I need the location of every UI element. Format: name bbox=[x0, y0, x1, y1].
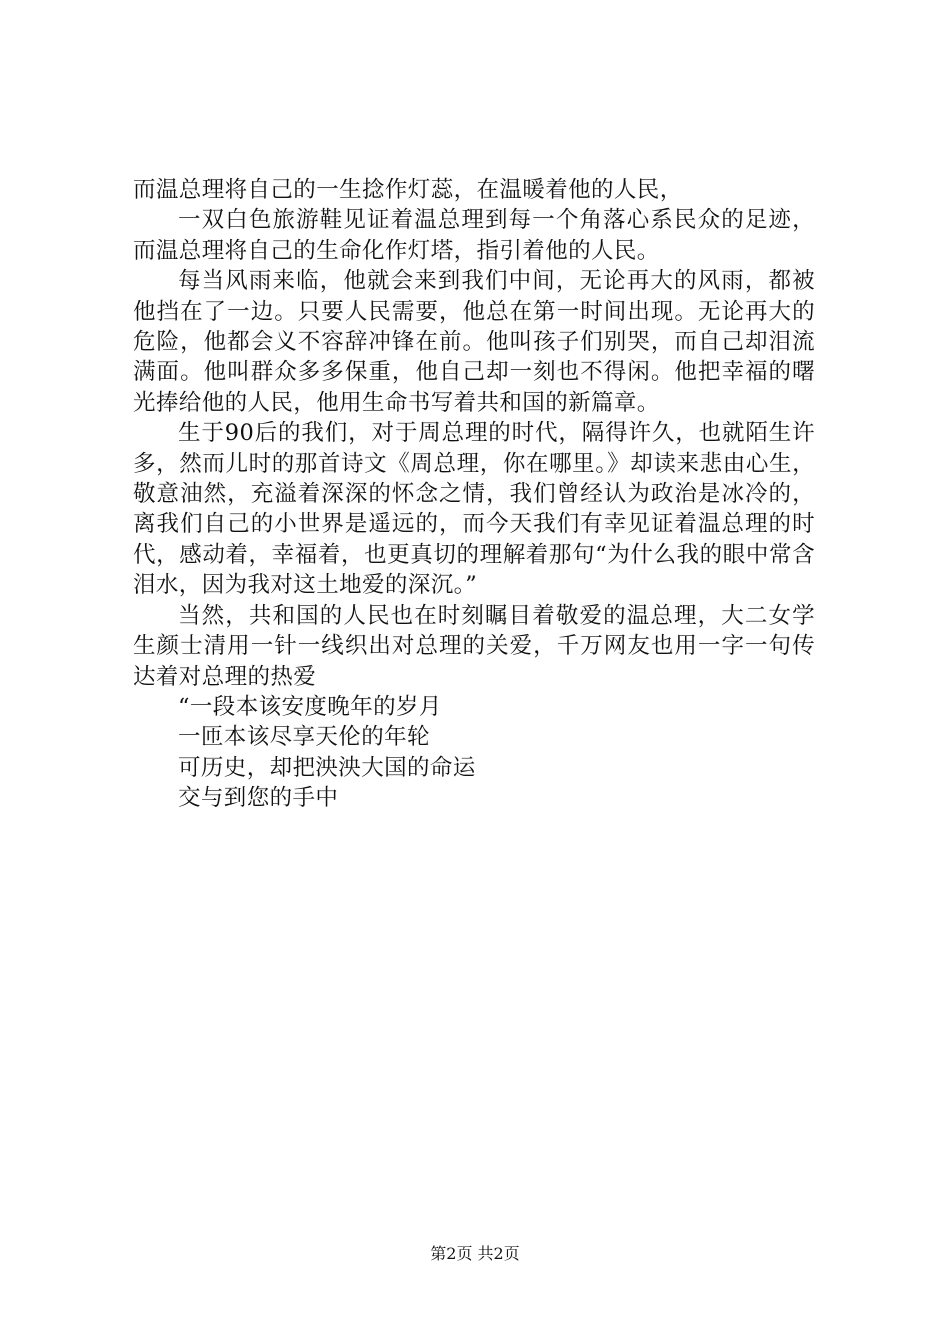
page-footer bbox=[0, 1243, 950, 1265]
document-body bbox=[133, 175, 815, 814]
verse-line: 交与到您的手中 bbox=[178, 785, 339, 812]
page-number: 第2页 共2页 bbox=[430, 1244, 520, 1263]
paragraph: 一双白色旅游鞋见证着温总理到每一个角落心系民众的足迹，而温总理将自己的生命化作灯塔，指引着他的人民。 bbox=[133, 207, 815, 264]
paragraph: 每当风雨来临，他就会来到我们中间，无论再大的风雨，都被他挡在了一边。只要人民需要，他总在第一时间出现。无论再大的危险，他都会义不容辞冲锋在前。他叫孩子们别哭，而自己却泪流满面。他叫群众多多保重，他自己却一刻也不得闲。他把幸福的曙光捧给他的人民，他用生命书写着共和国的新篇章。 bbox=[133, 268, 815, 416]
verse-line: “一段本该安度晚年的岁月 bbox=[178, 693, 442, 720]
paragraph: 当然，共和国的人民也在时刻瞩目着敬爱的温总理，大二女学生颜士清用一针一线织出对总理的关爱，千万网友也用一字一句传达着对总理的热爱 bbox=[133, 602, 815, 690]
paragraph: 生于90后的我们，对于周总理的时代，隔得许久，也就陌生许多，然而儿时的那首诗文《周总理，你在哪里。》却读来悲由心生，敬意油然，充溢着深深的怀念之情，我们曾经认为政治是冰冷的，离我们自己的小世界是遥远的，而今天我们有幸见证着温总理的时代，感动着，幸福着，也更真切的理解着那句“为什么我的眼中常含泪水，因为我对这土地爱的深沉。” bbox=[133, 420, 815, 599]
verse-line: 可历史，却把泱泱大国的命运 bbox=[178, 754, 476, 781]
verse-line: 一匝本该尽享天伦的年轮 bbox=[178, 724, 430, 751]
paragraph: 而温总理将自己的一生捻作灯蕊，在温暖着他的人民， bbox=[133, 177, 683, 203]
